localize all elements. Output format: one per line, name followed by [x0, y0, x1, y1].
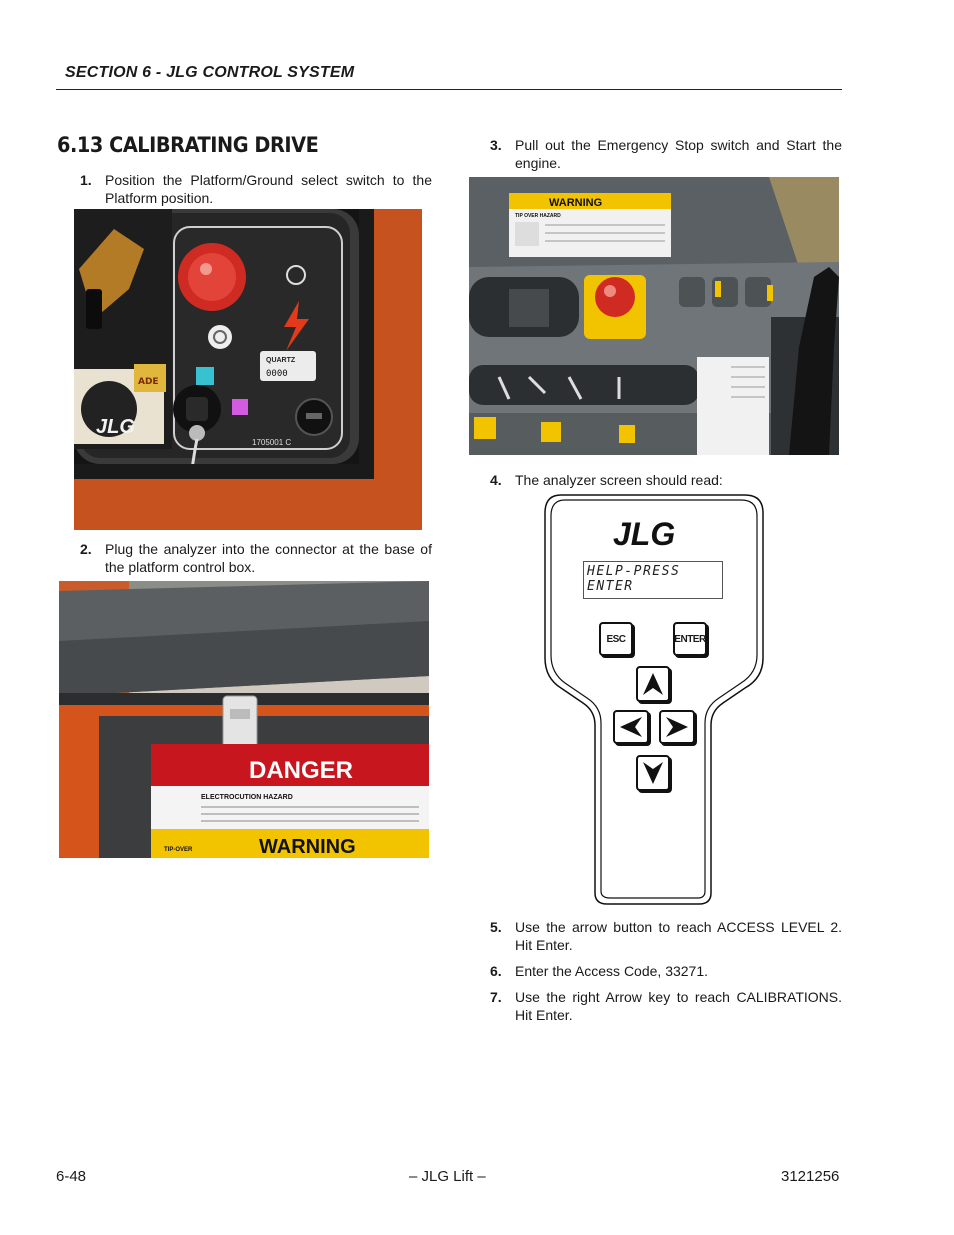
console-illustration: [469, 177, 839, 455]
hourmeter-digits: 0000: [266, 369, 288, 379]
step-number: 1.: [80, 172, 92, 188]
right-arrow-icon: [665, 716, 689, 738]
step-number: 3.: [490, 137, 502, 153]
step-number: 6.: [490, 963, 502, 979]
analyzer-screen: [583, 561, 723, 599]
esc-button[interactable]: ESC: [599, 622, 633, 656]
analyzer-connector-photo: [59, 581, 429, 858]
step-4: [490, 471, 842, 489]
up-arrow-button[interactable]: [636, 666, 670, 702]
step-5: [490, 918, 842, 954]
step-7: [490, 988, 842, 1024]
section-header: SECTION 6 - JLG CONTROL SYSTEM: [65, 64, 355, 81]
down-arrow-icon: [642, 761, 664, 785]
left-arrow-icon: [619, 716, 643, 738]
step-6: [490, 962, 842, 980]
up-arrow-icon: [642, 672, 664, 696]
step-1: [80, 171, 432, 207]
connector-illustration: [59, 581, 429, 858]
step-text: Position the Platform/Ground select switch to the Platform position.: [105, 172, 432, 206]
tip-over-label: TIP-OVER: [164, 847, 193, 853]
jlg-logo: JLG: [96, 416, 135, 438]
left-arrow-button[interactable]: [613, 710, 649, 744]
step-text: Pull out the Emergency Stop switch and Start the engine.: [515, 137, 842, 171]
ade-decal: ADE: [138, 377, 159, 387]
footer-center-text: – JLG Lift –: [409, 1168, 486, 1185]
enter-button[interactable]: ENTER: [673, 622, 707, 656]
hourmeter-label: QUARTZ: [266, 357, 296, 364]
step-text: Enter the Access Code, 33271.: [515, 963, 709, 979]
platform-panel-illustration: [74, 209, 422, 530]
warning-title: WARNING: [259, 836, 356, 858]
step-text: Use the right Arrow key to reach CALIBRATIONS. Hit Enter.: [515, 989, 842, 1023]
step-text: Use the arrow button to reach ACCESS LEVEL 2. Hit Enter.: [515, 919, 842, 953]
page-title: 6.13 CALIBRATING DRIVE: [57, 133, 319, 157]
hazard-label: ELECTROCUTION HAZARD: [201, 794, 293, 801]
control-console-photo: [469, 177, 839, 455]
part-number: 1705001 C: [252, 438, 292, 447]
platform-control-panel-photo: [74, 209, 422, 530]
right-arrow-button[interactable]: [659, 710, 695, 744]
step-text: The analyzer screen should read:: [515, 472, 723, 488]
page-number: 6-48: [56, 1168, 87, 1185]
step-2: [80, 540, 432, 576]
down-arrow-button[interactable]: [636, 755, 670, 791]
step-text: Plug the analyzer into the connector at the base of the platform control box.: [105, 541, 432, 575]
danger-title: DANGER: [249, 757, 354, 784]
warning-title: WARNING: [549, 197, 603, 209]
jlg-logo: JLG: [613, 516, 676, 552]
step-3: [490, 136, 842, 172]
screen-text: HELP-PRESS ENTER: [587, 564, 681, 594]
document-number: 3121256: [781, 1168, 840, 1185]
step-number: 7.: [490, 989, 502, 1005]
header-rule: [56, 89, 842, 90]
step-number: 4.: [490, 472, 502, 488]
step-number: 5.: [490, 919, 502, 935]
hazard-label: TIP OVER HAZARD: [515, 213, 561, 219]
step-number: 2.: [80, 541, 92, 557]
